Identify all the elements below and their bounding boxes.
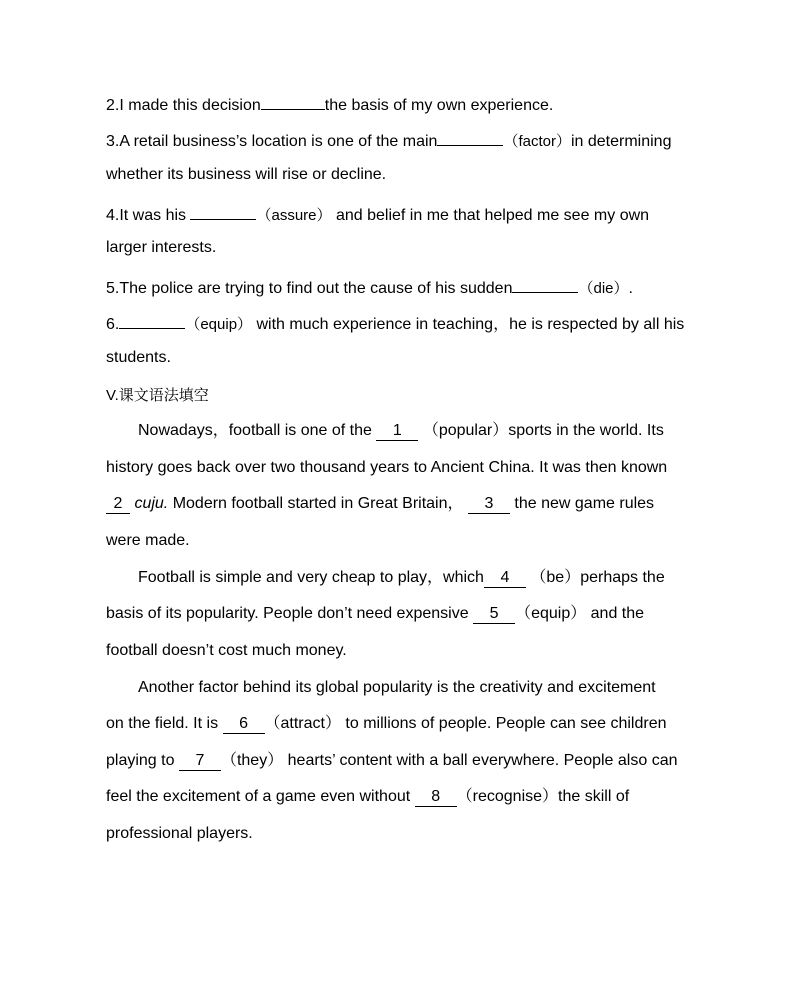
question-6-text-start: 6. — [106, 316, 120, 333]
numbered-blank-7[interactable]: 7 — [179, 752, 221, 771]
word-hint: （factor） — [503, 133, 571, 150]
passage-line — [138, 421, 664, 441]
question-6 — [106, 311, 684, 335]
question-2-text-start: 2.I made this decision — [106, 97, 261, 114]
answer-blank[interactable] — [261, 92, 325, 110]
question-5-text-end: . — [628, 280, 633, 297]
passage-line — [106, 604, 644, 624]
question-4-line-2: larger interests. — [106, 239, 217, 256]
question-4 — [106, 202, 649, 226]
question-5 — [106, 275, 633, 299]
question-2-text-end: the basis of my own experience. — [324, 97, 554, 114]
answer-blank[interactable] — [512, 275, 578, 293]
numbered-blank-4[interactable]: 4 — [484, 569, 526, 588]
passage-text: feel the excitement of a game even without — [106, 788, 411, 805]
passage-line — [106, 751, 678, 771]
question-2 — [106, 92, 553, 116]
passage-line: history goes back over two thousand years to Ancient China. It was then known — [106, 459, 668, 476]
numbered-blank-3[interactable]: 3 — [468, 495, 510, 514]
passage-line — [106, 494, 654, 514]
question-3-text-start: 3.A retail business’s location is one of the main — [106, 133, 438, 150]
passage-text: （equip） and the — [515, 605, 645, 622]
cuju-term: cuju. — [134, 495, 169, 512]
passage-line — [106, 787, 629, 807]
numbered-blank-8[interactable]: 8 — [415, 788, 457, 807]
question-5-text-start: 5.The police are trying to find out the cause of his sudden — [106, 280, 513, 297]
answer-blank[interactable] — [437, 128, 503, 146]
passage-line: Another factor behind its global popularity is the creativity and excitement — [138, 679, 656, 696]
passage-text: on the field. It is — [106, 715, 219, 732]
question-3-line-2: whether its business will rise or decline. — [106, 166, 387, 183]
passage-text: （recognise）the skill of — [456, 788, 630, 805]
passage-text: （be）perhaps the — [530, 569, 665, 586]
passage-text: （attract） to millions of people. People can see children — [264, 715, 667, 732]
passage-line — [138, 568, 665, 588]
passage-line — [106, 714, 667, 734]
passage-text: （they） hearts’ content with a ball everywhere. People also can — [220, 752, 678, 769]
section-v-heading: V.课文语法填空 — [106, 387, 209, 404]
question-3 — [106, 128, 671, 152]
numbered-blank-2[interactable]: 2 — [106, 495, 130, 514]
question-4-text-end: and belief in me that helped me see my own — [335, 207, 650, 224]
passage-line: football doesn’t cost much money. — [106, 642, 347, 659]
word-hint: （assure） — [256, 207, 332, 224]
word-hint: （die） — [578, 280, 629, 297]
question-4-text-start: 4.It was his — [106, 207, 187, 224]
numbered-blank-5[interactable]: 5 — [473, 605, 515, 624]
passage-text: （popular）sports in the world. Its — [422, 422, 664, 439]
passage-text: Football is simple and very cheap to play，which — [138, 569, 484, 586]
passage-text: basis of its popularity. People don’t need expensive — [106, 605, 469, 622]
passage-text: the new game rules — [514, 495, 655, 512]
numbered-blank-6[interactable]: 6 — [223, 715, 265, 734]
passage-line: were made. — [106, 532, 190, 549]
answer-blank[interactable] — [190, 202, 256, 220]
passage-line: professional players. — [106, 825, 253, 842]
passage-text: Nowadays，football is one of the — [138, 422, 372, 439]
passage-text: playing to — [106, 752, 175, 769]
question-6-text-end: with much experience in teaching，he is respected by all his — [256, 316, 685, 333]
question-3-text-end: in determining — [570, 133, 672, 150]
answer-blank[interactable] — [119, 311, 185, 329]
question-6-line-2: students. — [106, 349, 171, 366]
word-hint: （equip） — [185, 316, 253, 333]
passage-text: Modern football started in Great Britain， — [172, 495, 464, 512]
numbered-blank-1[interactable]: 1 — [376, 422, 418, 441]
